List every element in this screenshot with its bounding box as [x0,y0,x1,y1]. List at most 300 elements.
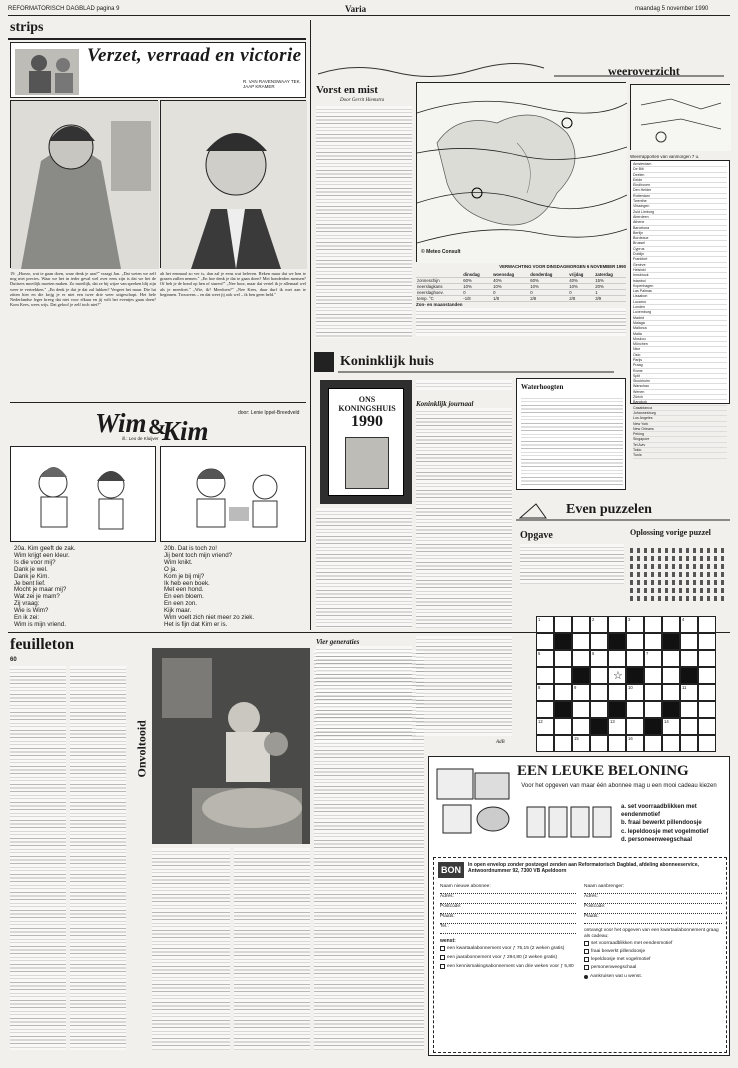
field-tel[interactable]: Tel.: [440,924,576,934]
puzzle-cell-number: 8 [538,685,541,690]
puzzle-cell[interactable] [698,718,716,735]
koninklijk-sub2: Vier generaties [316,638,360,646]
weer-city: Amsterdam [633,162,727,167]
puzzel-label: Even puzzelen [566,502,652,517]
weer-city: Twenthe [633,199,727,204]
weer-city: Johannesburg [633,411,727,416]
weer-city: Den Helder [633,188,727,193]
weer-city: Istanbul [633,279,727,284]
wimkim-top-rule [10,402,306,403]
wimkim-title-amp: & [148,414,167,439]
weather-row-value: 40% [568,278,594,284]
puzzle-cell [662,701,680,718]
strips-label: strips [10,20,44,35]
puzzle-cell [608,633,626,650]
puzzle-cell[interactable] [536,735,554,752]
puzzle-cell[interactable] [608,616,626,633]
puzzle-cell[interactable] [680,633,698,650]
puzzle-cell[interactable] [644,701,662,718]
puzzle-cell[interactable] [626,633,644,650]
puzzle-cell[interactable] [662,718,680,735]
puzzle-cell[interactable] [536,701,554,718]
beloning-ad [428,756,730,1056]
koninklijk-text-col1 [316,508,412,628]
weer-city: Stockholm [633,379,727,384]
puzzle-cell[interactable] [698,735,716,752]
check-lepeldoosje-label: lepeldoosje met vogelmotief [591,957,651,963]
beloning-option-d: d. personeenweegschaal [621,836,693,843]
weer-city: Helsinki [633,268,727,273]
weer-city: Los Angeles [633,416,727,421]
weather-row-label: temp. °C [416,296,462,302]
puzzle-cell-number: 7 [646,651,649,656]
wimkim-artist: ill.: Leo de Kluijver [122,436,159,441]
puzzle-cell[interactable] [644,735,662,752]
waterhoogten-title: Waterhoogten [521,383,564,391]
puzzle-cell[interactable] [644,633,662,650]
weer-city: Malta [633,332,727,337]
puzzle-cell[interactable] [608,684,626,701]
weather-author: Door Gerrit Hiemstra [340,98,385,103]
weather-notes [416,308,626,336]
comic1-text-col2: ah het eenmaal zo ver is, dan zal je eens wat beleven. Reken maar dat we hen te grazen zullen nemen." „En hoe denk je dat te gaan doen? Met honderden mensen? Of heb je de bond op hen of sturen?" „Nee hoor, maar dat vertel ik je allemaal wel als je meedoet." „Wie, ik? Meedoen?" „Nee Kees, daar durf ik met aan te beginnen. Trouwens ‒ en dat weet jij ook wel ‒ ik ben geen held." [160,271,306,297]
beloning-option-b: b. fraai bewerkt pillendoosje [621,820,702,827]
puzzel-opgave: Opgave [520,530,553,541]
header-left: REFORMATORISCH DAGBLAD pagina 9 [8,6,120,12]
weather-row-value: 2/8 [568,296,594,302]
puzzle-cell-number: 6 [592,651,595,656]
puzzle-cell[interactable] [680,650,698,667]
weather-day: woensdag [492,272,529,278]
weer-list [631,161,729,460]
weer-city: Brussel [633,241,727,246]
feuilleton-vertical-title: Onvoltooid [134,720,149,778]
weer-city: New Orleans [633,427,727,432]
puzzle-cell-number: 10 [628,685,633,690]
puzzle-cell[interactable] [626,650,644,667]
comic1-panel-1 [10,100,158,268]
field-adres-aanbrenger[interactable]: Adres: [584,894,722,904]
puzzle-cell[interactable] [554,718,572,735]
field-plaats[interactable]: Plaats: [440,914,576,924]
puzzle-cell[interactable] [536,684,554,701]
weather-map [416,82,626,262]
beloning-subtitle: Voor het opgeven van maar één abonnee mag u een mooi cadeau kiezen [521,783,717,789]
weer-city: Wenen [633,390,727,395]
puzzle-cell[interactable] [536,633,554,650]
checkbox-weegschaal[interactable] [584,965,589,970]
bon-left-sub: wenst: [440,938,456,944]
beloning-options [621,803,731,844]
beloning-gifts-art [433,763,515,839]
weer-city: Cyprus [633,247,727,252]
puzzle-cell[interactable] [698,633,716,650]
puzzle-cell-number: 11 [682,685,687,690]
puzzle-cell[interactable] [662,684,680,701]
bon-right-form [584,884,722,980]
koninklijk-book-title: ONS KONINGSHUIS [338,395,396,413]
weather-day: zaterdag [594,272,626,278]
field-postcode[interactable]: Postcode: [440,904,576,914]
koninklijk-book-cover [328,388,404,496]
weather-row-value: 15% [594,278,626,284]
puzzle-cell[interactable] [662,667,680,684]
weather-map-art [417,83,627,263]
koninklijk-text-col3 [316,646,412,742]
puzzle-cell [680,667,698,684]
wimkim-title-box [10,406,306,446]
weer-city: Casablanca [633,406,727,411]
puzzle-cell[interactable] [662,616,680,633]
solution-line [630,556,726,561]
weather-row-value: 1/8 [492,296,529,302]
puzzle-cell-number: 5 [538,651,541,656]
puzzle-cell[interactable] [536,718,554,735]
puzzle-cell[interactable] [554,735,572,752]
weer-city: Mallorca [633,326,727,331]
weer-city: Aberdeen [633,215,727,220]
koninklijk-header [314,350,620,376]
wimkim-panel-2-art [161,447,307,543]
puzzle-cell[interactable] [698,701,716,718]
puzzle-cell[interactable] [698,684,716,701]
weer-city: Athene [633,220,727,225]
weather-row-value: 10% [492,284,529,290]
solution-line [630,596,726,601]
puzzle-cell[interactable] [554,616,572,633]
weer-city: Berlijn [633,231,727,236]
weer-city: Kopenhagen [633,284,727,289]
puzzle-cell[interactable] [590,684,608,701]
puzzle-cell [572,667,590,684]
weather-row-value: 0 [492,290,529,296]
weather-legend-art [631,85,731,151]
bon-left-checks [440,946,576,970]
bullet-icon [584,975,588,979]
weather-day: vrijdag [568,272,594,278]
weather-row-value: 0 [462,290,492,296]
weather-text [316,106,412,338]
weer-city: Peking [633,432,727,437]
beloning-tins-art [525,801,615,843]
weer-city: München [633,342,727,347]
weather-day: donderdag [529,272,568,278]
weather-title: Vorst en mist [316,84,378,96]
weather-row-value: 60% [462,278,492,284]
weather-row-value: 2/8 [529,296,568,302]
comic1-credits: R. VAN RAVENSWAAY TEK. JAAP KRAMER [243,79,301,89]
puzzle-cell[interactable] [590,650,608,667]
checkbox-kennismaking[interactable] [440,964,445,969]
puzzle-cell[interactable] [572,684,590,701]
weer-city: Vlissingen [633,204,727,209]
puzzle-cell[interactable] [662,735,680,752]
koninklijk-text-col4 [416,636,512,736]
wimkim-panel-2 [160,446,306,542]
puzzle-cell[interactable] [644,650,662,667]
weer-city: Londen [633,305,727,310]
weer-city: Tunis [633,453,727,458]
weather-row-value: 60% [529,278,568,284]
weer-city: Las Palmas [633,289,727,294]
weer-city: Bordeaux [633,236,727,241]
field-nieuwe-abonnee[interactable]: Naam nieuwe abonnee: [440,884,576,894]
solution-line [630,588,726,593]
puzzle-cell[interactable] [644,667,662,684]
weather-row-value: 10% [568,284,594,290]
weather-day: dinsdag [462,272,492,278]
weer-city: Parijs [633,358,727,363]
wimkim-text-left: 20a. Kim geeft de zak. Wim krijgt een kleur. Is die voor mij? Dank je wel. Dank je Kim. Je bent lief. Mocht je maar mij? Wat zei je mam? Zij vraag: Wie is Wim? En ik zei: Wim is mijn vriend. [14,545,76,628]
puzzle-cell[interactable] [698,650,716,667]
weer-city: Genève [633,263,727,268]
checkbox-pillendoosje[interactable] [584,949,589,954]
puzzle-cell[interactable] [536,650,554,667]
koninklijk-book-year: 1990 [351,413,383,430]
puzzel-instructions [520,544,624,584]
koninklijk-book [320,380,412,504]
checkbox-blikken[interactable] [584,941,589,946]
puzzle-cell[interactable] [554,650,572,667]
checkbox-kwartaal[interactable] [440,946,445,951]
solution-line [630,564,726,569]
bon-right-checks [584,941,722,980]
puzzle-cell[interactable] [626,701,644,718]
weer-city: New York [633,422,727,427]
beloning-option-c: c. lepeldoosje met vogelmotief [621,828,709,835]
weather-map-logo: © Meteo Consult [421,249,461,255]
weer-city: Singapore [633,437,727,442]
checkbox-lepeldoosje[interactable] [584,957,589,962]
beloning-title: EEN LEUKE BELONING [517,763,689,779]
puzzle-cell[interactable] [626,684,644,701]
puzzle-cell-number: 3 [628,617,631,622]
field-aanbrenger[interactable]: Naam aanbrenger: [584,884,722,894]
puzzle-cell[interactable] [644,616,662,633]
checkbox-jaar[interactable] [440,955,445,960]
puzzle-cell[interactable] [608,735,626,752]
puzzle-cell[interactable] [680,735,698,752]
solution-line [630,548,726,553]
weather-row-value: 0 [529,290,568,296]
beloning-option-a: a. set voorraadblikken met eendenmotief [621,804,697,819]
weather-row-value: 20% [594,284,626,290]
feuilleton-label: feuilleton [10,636,74,653]
puzzle-cell[interactable] [698,667,716,684]
koninklijk-intro [416,380,512,390]
weer-title: Weerrapporten van vanmorgen 7 u. [630,154,700,159]
puzzle-cell [554,701,572,718]
puzzle-cell[interactable] [572,718,590,735]
puzzle-cell[interactable] [662,650,680,667]
field-postcode-aanbrenger[interactable]: Postcode: [584,904,722,914]
comic1-title-panel [10,42,306,98]
check-pillendoosje-label: fraai bewerkt pillendoosje [591,949,646,955]
weer-city: Tel Aviv [633,443,727,448]
weer-city: Zuid Limburg [633,210,727,215]
puzzel-header [516,500,730,522]
header-rule [8,15,730,16]
comic1-title: Verzet, verraad en victorie [87,45,302,66]
koninklijk-signature: AdB [496,740,505,745]
waterhoogten-box [516,378,626,490]
weer-city: Luxemburg [633,310,727,315]
puzzle-cell[interactable] [590,667,608,684]
weer-city: Split [633,374,727,379]
comic1-panel-1-art [11,101,159,269]
puzzle-cell[interactable] [536,667,554,684]
weer-city: Nice [633,347,727,352]
feuilleton-text-col3 [152,848,230,1050]
weer-city: Praag [633,363,727,368]
wimkim-author: door: Lenie Ippel-Breedveld [238,410,300,416]
puzzle-cell[interactable] [554,667,572,684]
solution-line [630,572,726,577]
puzzle-cell[interactable] [572,633,590,650]
check-kwartaal-label: een kwartaalabonnement voor ƒ 75,15 (2 weken gratis) [447,946,565,951]
check-jaar-label: een jaarabonnement voor ƒ 294,80 (2 weken gratis) [447,955,558,960]
waterhoogten-text [521,395,623,487]
puzzle-cell[interactable] [680,701,698,718]
puzzle-cell-number: 15 [574,736,579,741]
puzzle-cell-number: 1 [538,617,541,622]
koninklijk-label: Koninklijk huis [340,354,434,369]
puzzle-cell [644,718,662,735]
puzzle-cell [662,633,680,650]
puzzle-cell-number: 13 [610,719,615,724]
puzzle-cell[interactable] [644,684,662,701]
puzzle-cell[interactable] [590,633,608,650]
weer-city: Warschau [633,384,727,389]
puzzle-cell-number: 2 [592,617,595,622]
comic1-panel-2-art [161,101,307,269]
bon-left-form [440,884,576,970]
weather-banner-art [314,60,730,78]
weather-legend-map [630,84,730,150]
feuilleton-vertical-title-box [132,650,150,842]
header-right: maandag 5 november 1990 [635,6,709,12]
weer-city: Bangkok [633,400,727,405]
comic1-text-col1: 19. „Hoezo, wat te gaan doen, waar denk je aan?" vraagt Jan. „Dat weten we zelf nog niet precies. Waar we het in ieder geval wel over eens zijn is dat we het de Duitsers moeilijk moeten maken. Zo moeilijk, dat ze bij wijze van spreken blij zijn weer te vertrekken." „En denk je dat je dat zal lukken? Vergeet het maar. Die lui zitten hier en die krijg je er niet een twee drie weer uitgeschopt. Het hele Nederlandse leger kreeg dat niet voor elkaar en jij wilt het eventjes gaan doen? Kom Kees, wees wijs. Dat geloof je zelf toch niet?" [10,271,156,308]
weather-banner [314,60,730,78]
weer-city: Tokio [633,448,727,453]
puzzle-cell [626,667,644,684]
puzzle-cell[interactable] [626,735,644,752]
puzzle-cell-number: 14 [664,719,669,724]
puzzle-cell[interactable] [680,616,698,633]
weer-city: De Bilt [633,167,727,172]
weather-row-value: 10% [462,284,492,290]
koninklijk-sub1: Koninklijk journaal [416,400,474,408]
puzzle-cell [554,633,572,650]
puzzle-cell-number: 4 [682,617,685,622]
puzzle-cell [608,701,626,718]
weer-city: Innsbruck [633,273,727,278]
weather-row-label: neerslaghoev. [416,290,462,296]
wimkim-panel-1 [10,446,156,542]
koninklijk-book-portrait [345,437,389,489]
bon-text: In open envelop zonder postzegel zenden aan Reformatorisch Dagblad, afdeling abonneeservice, Antwoordnummer 92, 7300 VB Apeldoorn [468,862,699,874]
weather-row-value: 3/9 [594,296,626,302]
weer-city: Barcelona [633,226,727,231]
check-kennismaking-label: een kennismakingsabonnement van drie weken voor ƒ 5,80 [447,964,574,969]
weather-row-value: 1 [594,290,626,296]
star-icon: ☆ [613,670,623,682]
puzzle-cell[interactable] [572,735,590,752]
feuilleton-text-col2 [70,666,126,1050]
weer-city: Frankfort [633,257,727,262]
weather-row-value: 10% [529,284,568,290]
weer-city: Eindhoven [633,183,727,188]
weather-label: weeroverzicht [608,64,680,78]
feuilleton-photo [152,648,310,844]
puzzle-cell[interactable] [680,718,698,735]
puzzle-cell[interactable] [626,616,644,633]
wimkim-title-b: Kim [162,416,209,446]
weather-row-value: 40% [492,278,529,284]
header-center: Varia [345,4,367,14]
weer-city: Lissabon [633,294,727,299]
weer-city: Rotterdam [633,194,727,199]
weer-city: Dublijn [633,252,727,257]
puzzle-cell[interactable] [572,616,590,633]
feuilleton-text-col4 [234,848,310,1050]
puzzle-cell[interactable] [626,718,644,735]
weer-table [630,160,730,458]
feuilleton-photo-art [152,648,310,844]
koninklijk-text-col2 [416,408,512,628]
puzzel-grid [536,616,716,752]
weather-row-label: zonneschijn [416,278,462,284]
weer-city: Deelen [633,173,727,178]
feuilleton-text-col1 [10,666,66,1050]
weather-row-label: neerslagkans [416,284,462,290]
weather-row-value: 0 [568,290,594,296]
puzzle-cell[interactable] [536,616,554,633]
weer-city: Oslo [633,353,727,358]
puzzle-cell[interactable] [590,735,608,752]
check-weegschaal-label: personenweegschaal [591,965,637,971]
comic1-panel-2 [160,100,306,268]
weather-forecast-table [416,272,626,302]
field-plaats-aanbrenger[interactable]: Plaats: [584,914,722,924]
weather-row-value: -1/8 [462,296,492,302]
puzzle-cell[interactable] [608,718,626,735]
puzzle-cell[interactable] [572,701,590,718]
bon-right-note: Aankruisen wat u wenst. [590,974,642,980]
weer-city: Moskou [633,337,727,342]
puzzle-cell[interactable] [572,650,590,667]
weather-map-caption: VERWACHTING VOOR DINSDAGMORGEN 6 NOVEMBER 1990 [499,264,626,269]
puzzle-cell[interactable] [680,684,698,701]
puzzle-cell[interactable] [554,684,572,701]
weer-city: Zürich [633,395,727,400]
weer-city: Locarno [633,300,727,305]
bon-coupon [433,857,727,1053]
puzzle-cell[interactable] [608,667,626,684]
weer-city: Rome [633,369,727,374]
feuilleton-episode: 60 [10,657,17,663]
puzzle-cell[interactable] [608,650,626,667]
column-separator [310,20,311,630]
puzzle-cell[interactable] [590,701,608,718]
puzzle-cell[interactable] [698,616,716,633]
bon-right-sub: ontvangt voor het opgeven van een kwartaalabonnement graag als cadeau: [584,928,719,939]
puzzle-cell[interactable] [590,616,608,633]
solution-line [630,580,726,585]
check-blikken-label: set voorraadblikken met eendenmotief [591,941,673,947]
field-adres[interactable]: Adres: [440,894,576,904]
